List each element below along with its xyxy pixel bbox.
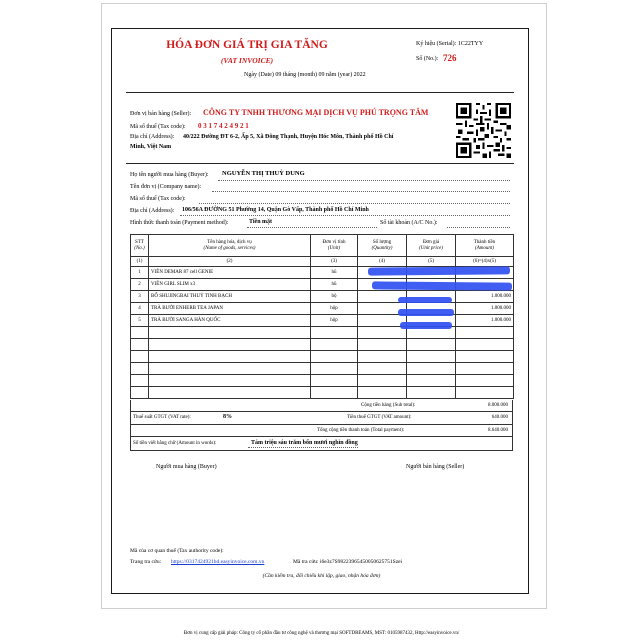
- account-dots: [447, 227, 510, 228]
- payment-label: Hình thức thanh toán (Payment method):: [130, 220, 229, 226]
- words-label: Số tiền viết bằng chữ (Amount in words):: [133, 441, 217, 446]
- index-cell: (4): [358, 257, 407, 267]
- words-row: [130, 437, 513, 451]
- row-unit: bộ: [311, 291, 358, 303]
- row-name: VIÊN DEMAR 87 cell GENIE: [149, 267, 311, 279]
- seller-address-label: Địa chỉ (Address):: [130, 134, 175, 140]
- row-amount: 1.000.000: [456, 291, 514, 303]
- col-header-unit-price: Đơn giá (Unit price): [407, 235, 456, 257]
- index-cell: (6)=(4)x(5): [456, 257, 514, 267]
- col-header-no: STT (No.): [131, 235, 149, 257]
- tax-authority-label: Mã của cơ quan thuế (Tax authority code):: [130, 548, 224, 554]
- account-label: Số tài khoản (A/C No.):: [380, 220, 438, 226]
- buyer-name: NGUYỄN THỊ THUỲ DUNG: [222, 170, 305, 177]
- col-header-name: Tên hàng hóa, dịch vụ (Name of goods, services): [149, 235, 311, 257]
- subtotal-row: [130, 400, 513, 412]
- invoice-number-label: Số (No.):: [416, 56, 439, 62]
- buyer-address-label: Địa chỉ (Address):: [130, 208, 175, 214]
- row-unit: hũ: [311, 267, 358, 279]
- invoice-subtitle: (VAT INVOICE): [220, 56, 274, 65]
- index-cell: (5): [407, 257, 456, 267]
- table-row: [131, 291, 514, 303]
- table-row-empty: [131, 363, 514, 375]
- buyer-address: 106/56A ĐƯỜNG 51 Phường 14, Quận Gò Vấp, Thành phố Hồ Chí Minh: [182, 207, 369, 213]
- index-cell: (1): [131, 257, 149, 267]
- row-no: 3: [131, 291, 149, 303]
- seller-tax-code: 0 3 1 7 4 2 4 9 2 1: [198, 122, 249, 130]
- invoice-title: HÓA ĐƠN GIÁ TRỊ GIA TĂNG: [166, 39, 328, 51]
- seller-tax-label: Mã số thuế (Tax code):: [130, 124, 186, 130]
- buyer-tax-dots: [199, 203, 510, 204]
- seller-label: Đơn vị bán hàng (Seller):: [130, 111, 192, 117]
- redaction-mark: [398, 297, 452, 303]
- words-value: Tám triệu sáu trăm bốn mươi nghìn đồng: [251, 440, 358, 446]
- table-header-row: [131, 235, 514, 257]
- invoice-date: Ngày (Date) 09 tháng (month) 09 năm (year) 2022: [244, 72, 366, 78]
- seller-signature-label: Người bán hàng (Seller): [406, 464, 465, 470]
- table-row-empty: [131, 387, 514, 399]
- subtotal-value: 8.000.000: [488, 403, 508, 408]
- table-row: [131, 315, 514, 327]
- vat-amount-label: Tiền thuế GTGT (VAT amount):: [347, 415, 412, 420]
- subtotal-label: Cộng tiền hàng (Sub total):: [361, 403, 416, 408]
- payment-method: Tiền mặt: [249, 219, 273, 225]
- items-table: [130, 234, 514, 399]
- lookup-label: Trang tra cứu:: [130, 559, 162, 565]
- index-cell: (2): [149, 257, 311, 267]
- row-name: BỔ SHUJINGBAI THUỶ TINH BẠCH: [149, 291, 311, 303]
- verification-note: (Cần kiểm tra, đối chiếu khi lập, giao, nhận hóa đơn): [262, 573, 381, 579]
- row-no: 4: [131, 303, 149, 315]
- col-header-quantity: Số lượng (Quantity): [358, 235, 407, 257]
- index-cell: (3): [311, 257, 358, 267]
- table-row-empty: [131, 375, 514, 387]
- row-unit: hộp: [311, 315, 358, 327]
- buyer-address-dots: [180, 215, 510, 216]
- table-row-empty: [131, 339, 514, 351]
- qr-code: [456, 103, 511, 158]
- table-index-row: [131, 257, 514, 267]
- seller-name: CÔNG TY TNHH THƯƠNG MẠI DỊCH VỤ PHÚ TRỌNG TÂM: [203, 108, 429, 117]
- words-dots: [248, 447, 358, 448]
- row-no: 5: [131, 315, 149, 327]
- redaction-mark: [398, 309, 454, 316]
- redaction-mark: [368, 266, 510, 275]
- row-no: 1: [131, 267, 149, 279]
- invoice-serial: Ký hiệu (Serial): 1C22TYY: [416, 41, 484, 47]
- company-label: Tên đơn vị (Company name):: [130, 184, 202, 190]
- lookup-code: Mã tra cứu: i6e3z7S98223965450050625751Szei: [293, 559, 403, 565]
- row-amount: 1.000.000: [456, 315, 514, 327]
- total-row: [130, 425, 513, 437]
- row-name: VIÊN GIRL SLIM x3: [149, 279, 311, 291]
- vat-rate-label: Thuế suất GTGT (VAT rate):: [133, 415, 191, 420]
- col-header-amount: Thành tiền (Amount): [456, 235, 514, 257]
- buyer-label: Họ tên người mua hàng (Buyer):: [130, 172, 209, 178]
- row-name: TRÀ BƯỞI SANGA HÀN QUỐC: [149, 315, 311, 327]
- vat-row: [130, 412, 513, 425]
- redaction-mark: [400, 322, 452, 329]
- lookup-link[interactable]: https://0317424921hd.easyinvoice.com.vn: [171, 559, 265, 565]
- seller-address-line1: 40/222 Đường ĐT 6-2, Ấp 5, Xã Đông Thạnh, Huyện Hóc Môn, Thành phố Hồ Chí: [183, 134, 394, 140]
- table-row-empty: [131, 351, 514, 363]
- company-dots: [212, 191, 510, 192]
- invoice-number: 726: [443, 53, 457, 63]
- table-row-empty: [131, 327, 514, 339]
- header-divider: [126, 92, 514, 93]
- vat-rate-value: 8%: [223, 414, 232, 420]
- row-no: 2: [131, 279, 149, 291]
- buyer-tax-label: Mã số thuế (Tax code):: [130, 196, 186, 202]
- buyer-name-dots: [218, 180, 510, 181]
- row-amount: 1.000.000: [456, 303, 514, 315]
- buyer-signature-label: Người mua hàng (Buyer): [156, 464, 217, 470]
- redaction-mark: [372, 281, 512, 290]
- col-header-unit: Đơn vị tính (Unit): [311, 235, 358, 257]
- seller-divider: [126, 163, 514, 164]
- table-row: [131, 303, 514, 315]
- total-value: 8.640.000: [488, 428, 508, 433]
- total-label: Tổng cộng tiền thanh toán (Total payment):: [317, 428, 405, 433]
- row-unit: hộp: [311, 303, 358, 315]
- vat-amount-value: 640.000: [491, 415, 508, 420]
- payment-dots: [247, 227, 377, 228]
- row-name: TRÀ BƯỞI ENHERB TEA JAPAN: [149, 303, 311, 315]
- row-unit: hũ: [311, 279, 358, 291]
- seller-address-line2: Minh, Việt Nam: [130, 144, 172, 150]
- provider-footer: Đơn vị cung cấp giải pháp: Công ty cổ phần đầu tư công nghệ và thương mại SOFTDREAMS, MST: 0105987432, Http://easyinvoice.vn/: [183, 631, 460, 636]
